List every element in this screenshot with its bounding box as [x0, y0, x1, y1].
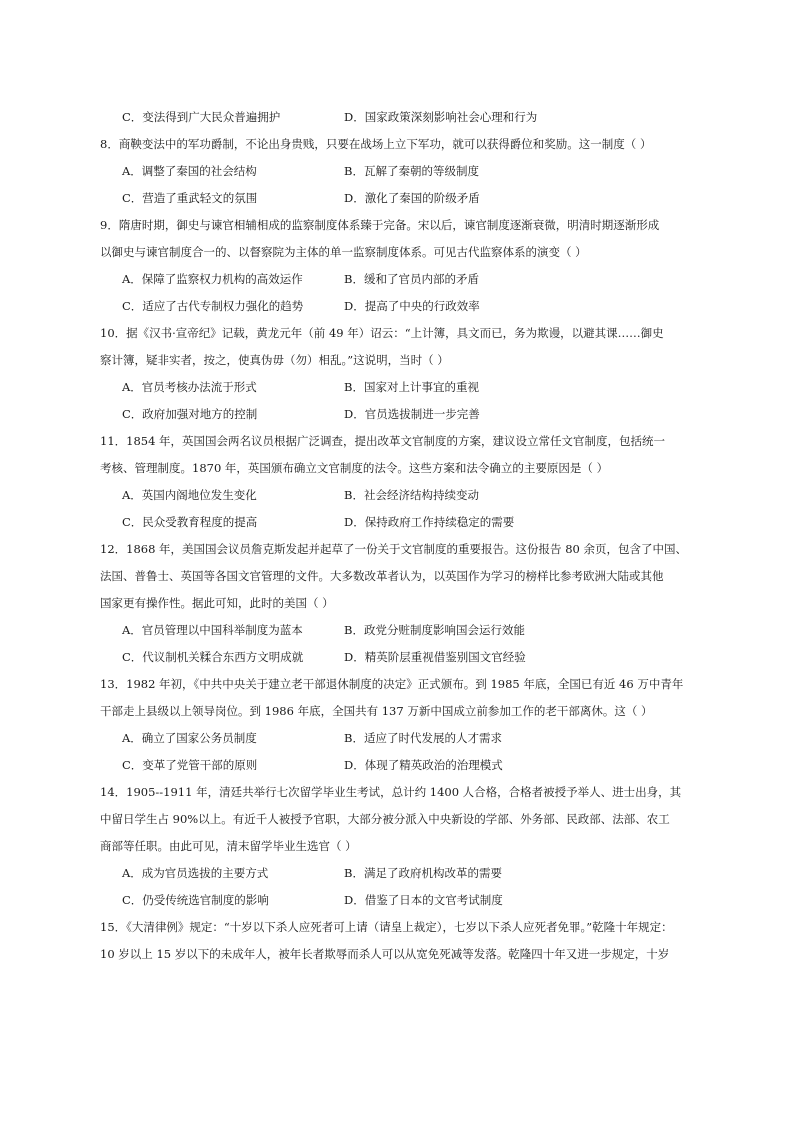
option-row: [100, 644, 700, 671]
option-row: [100, 617, 700, 644]
question-text-line: 干部走上县级以上领导岗位。到 1986 年底，全国共有 137 万新中国成立前参加工作的老干部离休。这（ ）: [100, 704, 653, 718]
option-right: B．政党分赃制度影响国会运行效能: [344, 623, 525, 637]
option-row: [100, 509, 700, 536]
option-left: A．确立了国家公务员制度: [122, 731, 257, 745]
option-row: [100, 887, 700, 914]
option-left: C．政府加强对地方的控制: [122, 407, 258, 421]
question-text-line: 9．隋唐时期，御史与谏官相辅相成的监察制度体系臻于完备。宋以后，谏官制度逐渐衰微，明清时期逐渐形成: [100, 218, 660, 232]
option-right: D．提高了中央的行政效率: [344, 299, 480, 313]
question-text-line: 国家更有操作性。据此可知，此时的美国（ ）: [100, 596, 334, 610]
option-right: D．精英阶层重视借鉴别国文官经验: [344, 650, 526, 664]
option-right: B．适应了时代发展的人才需求: [344, 731, 502, 745]
option-row: [100, 482, 700, 509]
option-right: D．官员选拔制进一步完善: [344, 407, 480, 421]
option-left: A．官员考核办法流于形式: [122, 380, 257, 394]
question-text-line: 8．商鞅变法中的军功爵制，不论出身贵贱，只要在战场上立下军功，就可以获得爵位和奖励。这一制度（ ）: [100, 137, 652, 151]
option-row: [100, 401, 700, 428]
option-left: C．适应了古代专制权力强化的趋势: [122, 299, 304, 313]
option-right: D．保持政府工作持续稳定的需要: [344, 515, 515, 529]
option-right: D．体现了精英政治的治理模式: [344, 758, 503, 772]
option-right: B．满足了政府机构改革的需要: [344, 866, 502, 880]
question-text-line: 12．1868 年，美国国会议员詹克斯发起并起草了一份关于文官制度的重要报告。这份报告 80 余页，包含了中国、: [100, 542, 687, 556]
option-left: C．变法得到广大民众普遍拥护: [122, 110, 281, 124]
question-text-line: 14．1905--1911 年，清廷共举行七次留学毕业生考试，总计约 1400 人合格，合格者被授予举人、进士出身，其: [100, 785, 682, 799]
option-right: B．国家对上计事宜的重视: [344, 380, 479, 394]
option-right: D．激化了秦国的阶级矛盾: [344, 191, 480, 205]
question-text-line: 13．1982 年初，《中共中央关于建立老干部退休制度的决定》正式颁布。到 1985 年底，全国已有近 46 万中青年: [100, 677, 684, 691]
option-left: A．调整了秦国的社会结构: [122, 164, 257, 178]
option-left: A．保障了监察权力机构的高效运作: [122, 272, 303, 286]
option-left: C．民众受教育程度的提高: [122, 515, 258, 529]
option-right: D．借鉴了日本的文官考试制度: [344, 893, 503, 907]
option-left: A．英国内阁地位发生变化: [122, 488, 257, 502]
question-text-line: 法国、普鲁士、英国等各国文官管理的文件。大多数改革者认为，以英国作为学习的榜样比参考欧洲大陆或其他: [100, 569, 664, 583]
option-right: D．国家政策深刻影响社会心理和行为: [344, 110, 538, 124]
option-left: A．成为官员选拔的主要方式: [122, 866, 269, 880]
option-row: [100, 374, 700, 401]
question-text-line: 商部等任职。由此可见，清末留学毕业生选官（ ）: [100, 839, 357, 853]
question-text-line: 察计簿，疑非实者，按之，使真伪毋（勿）相乱。”这说明，当时（ ）: [100, 353, 449, 367]
question-text-line: 10．据《汉书·宣帝纪》记载，黄龙元年（前 49 年）诏云：“上计簿，具文而已，务为欺谩，以避其课……御史: [100, 326, 664, 340]
question-text-line: 中留日学生占 90%以上。有近千人被授予官职，大部分被分派入中央新设的学部、外务部、民政部、法部、农工: [100, 812, 670, 826]
question-list: [100, 104, 700, 968]
option-right: B．缓和了官员内部的矛盾: [344, 272, 479, 286]
option-left: C．营造了重武轻文的氛围: [122, 191, 258, 205]
question-text-line: 以御史与谏官制度合一的、以督察院为主体的单一监察制度体系。可见古代监察体系的演变（ ）: [100, 245, 587, 259]
option-row: [100, 104, 700, 131]
question-text-line: 考核、管理制度。1870 年，英国颁布确立文官制度的法令。这些方案和法令确立的主要原因是（ ）: [100, 461, 609, 475]
option-right: B．社会经济结构持续变动: [344, 488, 479, 502]
option-row: [100, 725, 700, 752]
question-text-line: 10 岁以上 15 岁以下的未成年人，被年长者欺辱而杀人可以从宽免死减等发落。乾隆四十年又进一步规定，十岁: [100, 947, 670, 961]
option-row: [100, 266, 700, 293]
option-row: [100, 860, 700, 887]
option-row: [100, 158, 700, 185]
option-row: [100, 185, 700, 212]
question-text-line: 11．1854 年，英国国会两名议员根据广泛调查，提出改革文官制度的方案，建议设立常任文官制度，包括统一: [100, 434, 666, 448]
option-right: B．瓦解了秦朝的等级制度: [344, 164, 479, 178]
option-left: C．变革了党管干部的原则: [122, 758, 258, 772]
option-left: C．仍受传统选官制度的影响: [122, 893, 269, 907]
question-text-line: 15．《大清律例》规定：“十岁以下杀人应死者可上请（请皇上裁定），七岁以下杀人应死者免罪。”乾隆十年规定：: [100, 920, 673, 934]
option-left: A．官员管理以中国科举制度为蓝本: [122, 623, 303, 637]
option-row: [100, 752, 700, 779]
option-row: [100, 293, 700, 320]
option-left: C．代议制机关糅合东西方文明成就: [122, 650, 304, 664]
